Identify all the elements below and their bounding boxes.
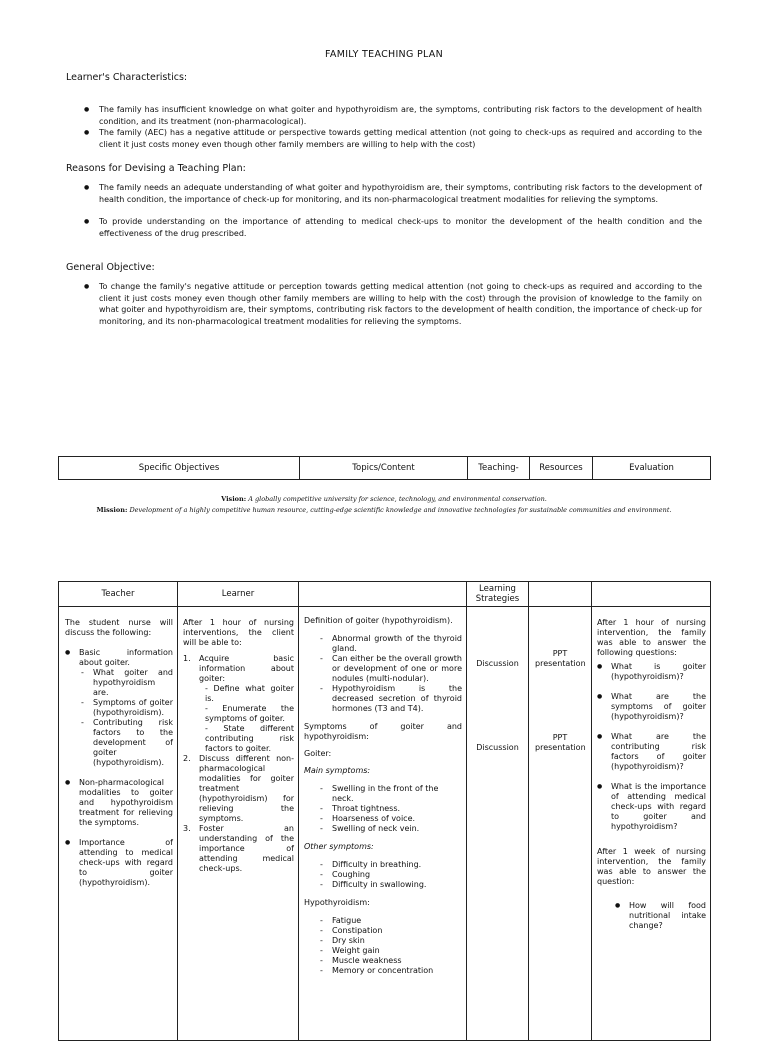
col-specific-objectives: Specific Objectives	[59, 457, 300, 480]
list-item: - Abnormal growth of the thyroid gland.	[318, 634, 462, 654]
list-item: ● The family needs an adequate understanding of what goiter and hypothyroidism are, their symptoms, contributing risk factors to the development of health condition, the importance of check-up for monitoring, and its non-pharmacological treatment modalities for relieving the symptoms.	[82, 182, 702, 205]
resource-2: PPT presentation	[535, 733, 586, 752]
evaluation-intro-2: After 1 week of nursing intervention, the family was able to answer the question:	[597, 847, 706, 886]
hypothyroidism-label: Hypothyroidism:	[304, 898, 370, 907]
list-item: 1. Acquire basic information about goiter: - Define what goiter is. - Enumerate the symptoms of goiter. - State different contributing risk factors to goiter.	[183, 654, 294, 753]
resource-1: PPT presentation	[535, 649, 586, 668]
list-item: ● What are the contributing risk factors of goiter (hypothyroidism)?	[597, 732, 706, 772]
list-item: - Define what goiter is.	[205, 684, 294, 703]
list-item: - State different contributing risk factors to goiter.	[205, 724, 294, 753]
list-item: - Difficulty in swallowing.	[318, 880, 462, 890]
list-item: - Can either be the overall growth or development of one or more nodules (multi-nodular).	[318, 654, 462, 684]
list-item: ● The family (AEC) has a negative attitude or perspective towards getting medical attention (not going to check-ups as required and according to the client it just costs money even though other family members are willing to help with the cost)	[82, 127, 702, 150]
list-item: - Difficulty in breathing.	[318, 860, 462, 870]
document-title: FAMILY TEACHING PLAN	[325, 49, 443, 60]
other-symptoms-label: Other symptoms:	[304, 842, 374, 851]
list-item: - Dry skin	[318, 936, 462, 946]
general-objective-heading: General Objective:	[66, 262, 155, 273]
list-item: ● Basic information about goiter. - What goiter and hypothyroidism are. - Symptoms of goiter (hypothyroidism). - Contributing risk factors to the development of goiter (hypothyroidism).	[65, 648, 173, 768]
learner-cell	[183, 618, 294, 874]
col-learner: Learner	[221, 589, 255, 599]
learners-characteristics-heading: Learner's Characteristics:	[66, 72, 188, 83]
list-item: - Weight gain	[318, 946, 462, 956]
strategy-2: Discussion	[476, 743, 519, 752]
list-item: - Enumerate the symptoms of goiter.	[205, 704, 294, 723]
col-teaching: Teaching-	[468, 457, 530, 480]
col-resources: Resources	[530, 457, 593, 480]
list-item: - Contributing risk factors to the development of goiter (hypothyroidism).	[79, 718, 173, 768]
list-item: 2. Discuss different non-pharmacological modalities for goiter treatment (hypothyroidism) for relieving the symptoms.	[183, 754, 294, 823]
list-item: - Coughing	[318, 870, 462, 880]
definition-heading: Definition of goiter (hypothyroidism).	[304, 616, 453, 625]
col-topics-content: Topics/Content	[300, 457, 468, 480]
vision-text: A globally competitive university for science, technology, and environmental conservation.	[248, 495, 547, 503]
list-item: ● To change the family's negative attitude or perception towards getting medical attention (not going to check-ups as required and according to the client it just costs money even though other family members are willing to help with the cost) through the provision of knowledge to the family on what goiter and hypothyroidism are, their symptoms, contributing risk factors to the development of health condition, the importance of check-up for monitoring, and its non-pharmacological treatment modalities for relieving the symptoms.	[82, 281, 702, 327]
mission-text: Development of a highly competitive human resource, cutting-edge scientific knowledge and innovative technologies for sustainable communities and environment.	[129, 506, 672, 514]
learners-characteristics-list	[82, 104, 702, 150]
list-item: ● To provide understanding on the importance of attending to medical check-ups to monitor the development of the health condition and the effectiveness of the drug prescribed.	[82, 216, 702, 239]
list-item: ● How will food nutritional intake change?	[615, 901, 706, 931]
reasons-list	[82, 182, 702, 239]
general-objective-list	[82, 281, 702, 327]
content-cell	[304, 616, 462, 976]
mission-label: Mission:	[96, 506, 128, 514]
vision-label: Vision:	[221, 495, 247, 503]
list-item: - Fatigue	[318, 916, 462, 926]
main-symptoms-label: Main symptoms:	[304, 766, 371, 775]
teacher-intro: The student nurse will discuss the following:	[65, 618, 173, 637]
learner-intro: After 1 hour of nursing interventions, the client will be able to:	[183, 618, 294, 647]
teaching-plan-table	[58, 581, 711, 1041]
list-item: ● Non-pharmacological modalities to goiter and hypothyroidism treatment for relieving the symptoms.	[65, 778, 173, 828]
objectives-table-header	[58, 456, 711, 480]
evaluation-cell	[597, 618, 706, 931]
list-item: - Throat tightness.	[318, 804, 462, 814]
col-learning-strategies: Learning Strategies	[475, 584, 520, 604]
list-item: - Swelling in the front of the neck.	[318, 784, 462, 804]
list-item: ● What is goiter (hypothyroidism)?	[597, 662, 706, 682]
list-item: ● What are the symptoms of goiter (hypothyroidism)?	[597, 692, 706, 722]
teacher-cell	[65, 618, 173, 888]
list-item: - Swelling of neck vein.	[318, 824, 462, 834]
reasons-heading: Reasons for Devising a Teaching Plan:	[66, 163, 246, 174]
col-evaluation: Evaluation	[593, 457, 711, 480]
list-item: - Constipation	[318, 926, 462, 936]
list-item: ● Importance of attending to medical check-ups with regard to goiter (hypothyroidism).	[65, 838, 173, 888]
list-item: - Muscle weakness	[318, 956, 462, 966]
list-item: - Symptoms of goiter (hypothyroidism).	[79, 698, 173, 718]
symptoms-heading: Symptoms of goiter and hypothyroidism:	[304, 722, 462, 741]
evaluation-intro: After 1 hour of nursing intervention, the family was able to answer the following questions:	[597, 618, 706, 657]
list-item: - Memory or concentration	[318, 966, 462, 976]
list-item: - What goiter and hypothyroidism are.	[79, 668, 173, 698]
list-item: - Hypothyroidism is the decreased secretion of thyroid hormones (T3 and T4).	[318, 684, 462, 714]
vision-statement	[0, 495, 768, 503]
mission-statement	[0, 506, 768, 514]
list-item: 3. Foster an understanding of the importance of attending medical check-ups.	[183, 824, 294, 873]
strategy-1: Discussion	[476, 659, 519, 668]
list-item: ● The family has insufficient knowledge on what goiter and hypothyroidism are, the symptoms, contributing risk factors to the development of health condition, and its treatment (non-pharmacological).	[82, 104, 702, 127]
list-item: - Hoarseness of voice.	[318, 814, 462, 824]
list-item: ● What is the importance of attending medical check-ups with regard to goiter and hypothyroidism?	[597, 782, 706, 832]
goiter-label: Goiter:	[304, 749, 332, 758]
col-teacher: Teacher	[101, 589, 135, 599]
